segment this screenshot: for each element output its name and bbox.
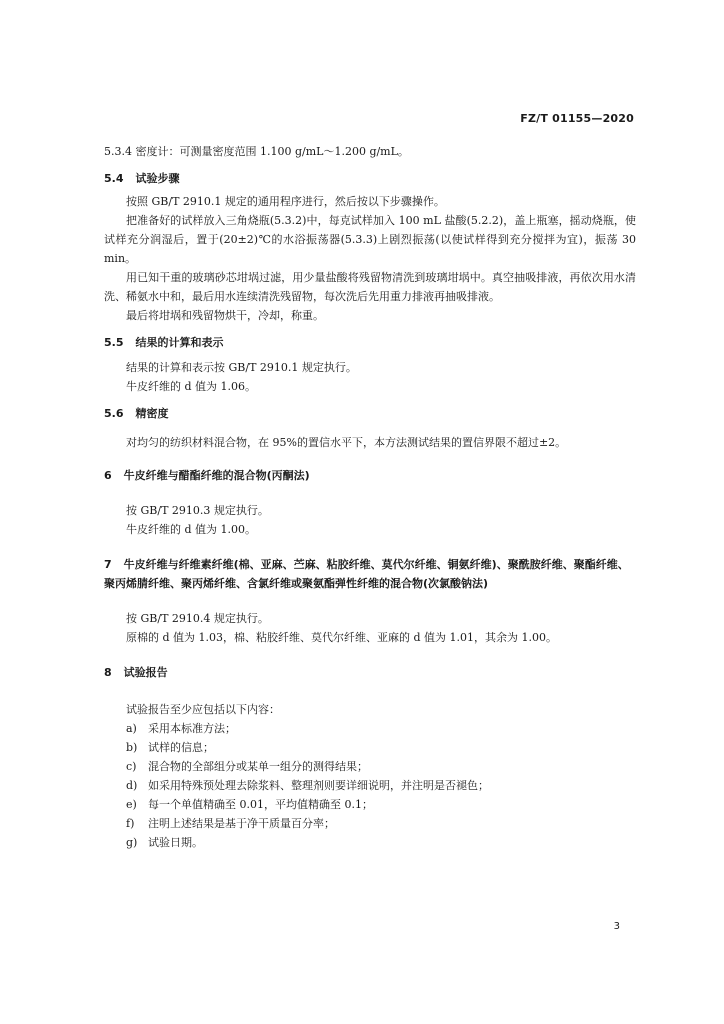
paragraph: 按 GB/T 2910.4 规定执行。 (126, 612, 269, 625)
list-item (104, 719, 636, 738)
list-marker: g) (126, 836, 138, 849)
section-title: 精密度 (135, 407, 169, 420)
section-number: 7 (104, 558, 112, 571)
section-title: 牛皮纤维与醋酯纤维的混合物(丙酮法) (123, 469, 310, 482)
section-5-5-heading (104, 333, 636, 352)
list-item (104, 795, 636, 814)
list-item-text: 如采用特殊预处理去除浆料、整理剂则要详细说明，并注明是否褪色； (148, 779, 489, 792)
list-item-text: 采用本标准方法； (148, 722, 236, 735)
page-number: 3 (613, 921, 620, 932)
list-item (104, 814, 636, 833)
section-title: 牛皮纤维与纤维素纤维(棉、亚麻、苎麻、粘胶纤维、莫代尔纤维、铜氨纤维)、聚酰胺纤维、聚酯纤维、聚丙烯腈纤维、聚丙烯纤维、含氯纤维或聚氨酯弹性纤维的混合物(次氯酸钠法) (104, 558, 629, 590)
section-title: 结果的计算和表示 (135, 336, 224, 349)
list-item-text: 混合物的全部组分或某单一组分的测得结果； (148, 760, 368, 773)
report-item-list (104, 719, 636, 852)
list-marker: c) (126, 760, 137, 773)
paragraph: 牛皮纤维的 d 值为 1.00。 (126, 523, 257, 536)
list-marker: f) (126, 817, 135, 830)
list-item-text: 试验日期。 (148, 836, 203, 849)
paragraph: 把准备好的试样放入三角烧瓶(5.3.2)中，每克试样加入 100 mL 盐酸(5.2.2)，盖上瓶塞，摇动烧瓶，使试样充分润湿后，置于(20±2)℃的水浴振荡器(5.3.3)上剧烈振荡(以使试样得到充分搅拌为宜)，振荡 30 min。 (104, 214, 636, 265)
section-title: 试验步骤 (135, 172, 180, 185)
paragraph: 最后将坩埚和残留物烘干，冷却，称重。 (126, 309, 324, 322)
list-item (104, 757, 636, 776)
list-item (104, 833, 636, 852)
list-marker: d) (126, 779, 138, 792)
section-number: 8 (104, 666, 112, 679)
paragraph: 按照 GB/T 2910.1 规定的通用程序进行，然后按以下步骤操作。 (126, 195, 445, 208)
list-marker: e) (126, 798, 137, 811)
section-number: 5.5 (104, 336, 124, 349)
section-6-heading (104, 466, 636, 485)
section-number: 5.4 (104, 172, 124, 185)
section-number: 6 (104, 469, 112, 482)
list-item (104, 738, 636, 757)
list-item-text: 注明上述结果是基于净干质量百分率； (148, 817, 335, 830)
list-marker: b) (126, 741, 138, 754)
section-8-heading (104, 663, 636, 682)
standard-code: FZ/T 01155—2020 (520, 112, 634, 125)
list-item-text: 每一个单值精确至 0.01，平均值精确至 0.1； (148, 798, 373, 811)
paragraph: 试验报告至少应包括以下内容： (126, 703, 280, 716)
list-marker: a) (126, 722, 137, 735)
section-number: 5.6 (104, 407, 124, 420)
section-5-4-heading (104, 169, 636, 188)
paragraph: 按 GB/T 2910.3 规定执行。 (126, 504, 269, 517)
section-7-heading (104, 555, 636, 593)
clause-5-3-4: 5.3.4 密度计：可测量密度范围 1.100 g/mL～1.200 g/mL。 (104, 145, 409, 158)
list-item (104, 776, 636, 795)
document-body (104, 142, 636, 852)
section-5-6-heading (104, 404, 636, 423)
section-title: 试验报告 (123, 666, 168, 679)
paragraph: 用已知干重的玻璃砂芯坩埚过滤，用少量盐酸将残留物清洗到玻璃坩埚中。真空抽吸排液，再依次用水清洗、稀氨水中和，最后用水连续清洗残留物，每次洗后先用重力排液再抽吸排液。 (104, 271, 636, 303)
paragraph: 原棉的 d 值为 1.03，棉、粘胶纤维、莫代尔纤维、亚麻的 d 值为 1.01，其余为 1.00。 (126, 631, 558, 644)
paragraph: 对均匀的纺织材料混合物，在 95%的置信水平下，本方法测试结果的置信界限不超过±2。 (126, 436, 567, 449)
paragraph: 结果的计算和表示按 GB/T 2910.1 规定执行。 (126, 361, 357, 374)
list-item-text: 试样的信息； (148, 741, 214, 754)
paragraph: 牛皮纤维的 d 值为 1.06。 (126, 380, 257, 393)
